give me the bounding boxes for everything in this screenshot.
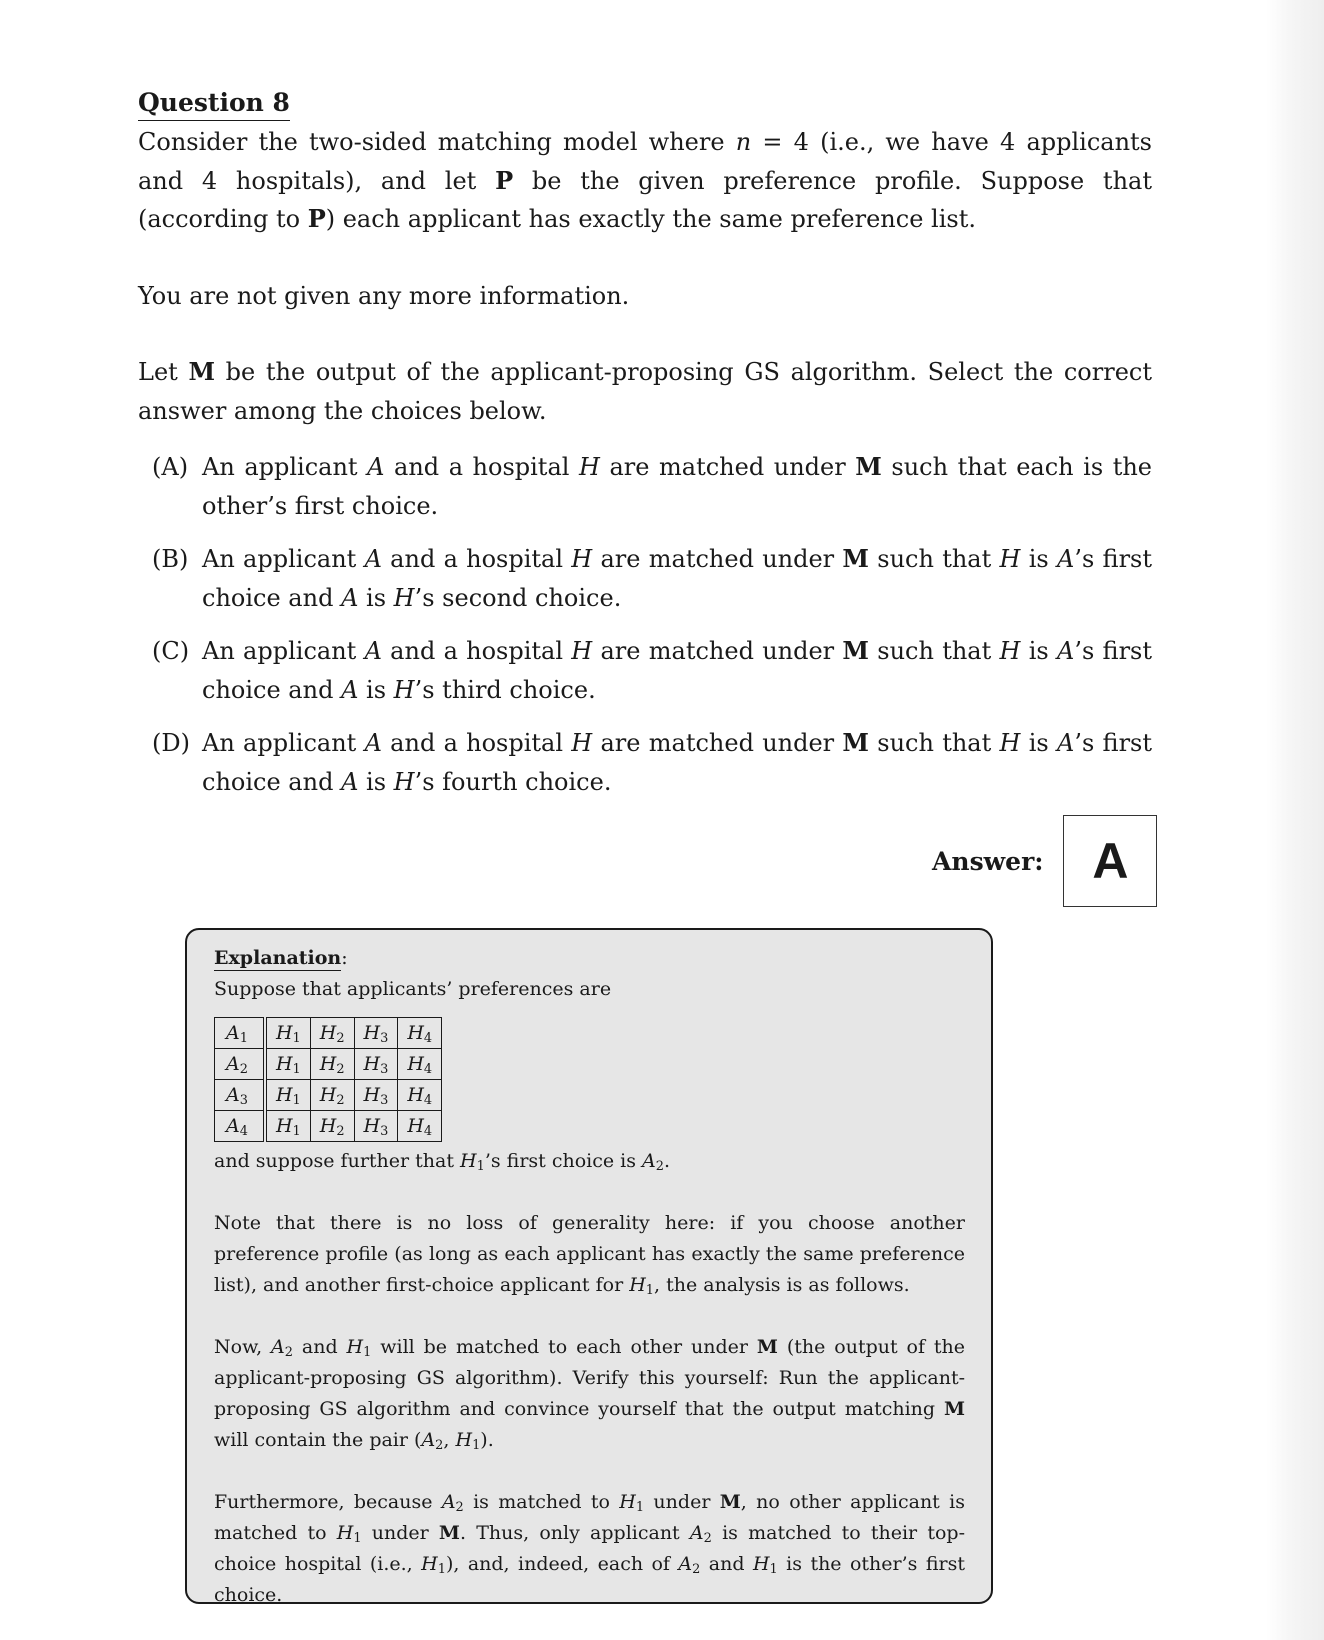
question-task: Let M be the output of the applicant-proposing GS algorithm. Select the correct answer among the choices below. — [138, 357, 1152, 425]
choice-text: An applicant A and a hospital H are matched under M such that H is A’s first choice and A is H’s third choice. — [202, 636, 1152, 704]
choice-label: (D) — [152, 729, 190, 757]
choice-list — [138, 448, 1152, 801]
choice-text: An applicant A and a hospital H are matched under M such that H is A’s first choice and A is H’s second choice. — [202, 544, 1152, 612]
choice-label: (B) — [152, 545, 189, 573]
hospital-cell: $H_1$ — [265, 1018, 310, 1049]
choice-text: An applicant A and a hospital H are matched under M such that each is the other’s first choice. — [202, 452, 1153, 520]
question-page — [138, 88, 1152, 816]
table-row — [215, 1018, 442, 1049]
hospital-cell: $H_3$ — [354, 1049, 398, 1080]
applicant-cell: $A_1$ — [215, 1018, 265, 1049]
explanation-now: Now, $A_2$ and $H_1$ will be matched to each other under M (the output of the applicant-proposing GS algorithm). Verify this yourself: Run the applicant-proposing GS algorithm and convince yourself that the output matching M will contain the pair ($A_2$, $H_1$). — [214, 1336, 966, 1454]
hospital-cell: $H_1$ — [265, 1080, 310, 1111]
explanation-note: Note that there is no loss of generality here: if you choose another preference profile (as long as each applicant has exactly the same preference list), and another first-choice applicant for $H_1$, the analysis is as follows. — [214, 1212, 965, 1299]
hospital-cell: $H_2$ — [310, 1111, 354, 1142]
page-edge-shadow — [1266, 0, 1324, 1640]
hospital-cell: $H_2$ — [310, 1018, 354, 1049]
hospital-cell: $H_4$ — [398, 1018, 442, 1049]
choice-label: (C) — [152, 637, 190, 665]
hospital-cell: $H_2$ — [310, 1049, 354, 1080]
table-row — [215, 1049, 442, 1080]
preference-table — [214, 1017, 442, 1142]
choice-b — [138, 540, 1152, 617]
applicant-cell: $A_2$ — [215, 1049, 265, 1080]
question-title: Question 8 — [138, 88, 290, 121]
question-intro: Consider the two-sided matching model where n = 4 (i.e., we have 4 applicants and 4 hospitals), and let P be the given preference profile. Suppose that (according to P) each applicant has exactly the same preference list. — [138, 128, 1152, 233]
table-row — [215, 1080, 442, 1111]
choice-a — [138, 448, 1152, 525]
answer-box: A — [1063, 815, 1157, 907]
question-no-more-info: You are not given any more information. — [138, 281, 630, 310]
explanation-after-table: and suppose further that $H_1’s$ first choice is $A_2$. — [214, 1150, 671, 1175]
choice-label: (A) — [152, 453, 189, 481]
hospital-cell: $H_4$ — [398, 1049, 442, 1080]
hospital-cell: $H_3$ — [354, 1080, 398, 1111]
choice-text: An applicant A and a hospital H are matched under M such that H is A’s first choice and A is H’s fourth choice. — [202, 728, 1152, 796]
hospital-cell: $H_3$ — [354, 1018, 398, 1049]
explanation-title-colon: : — [341, 947, 348, 969]
hospital-cell: $H_4$ — [398, 1111, 442, 1142]
hospital-cell: $H_1$ — [265, 1049, 310, 1080]
hospital-cell: $H_4$ — [398, 1080, 442, 1111]
answer-label: Answer: — [932, 846, 1044, 876]
table-row — [215, 1111, 442, 1142]
choice-d — [138, 724, 1152, 801]
hospital-cell: $H_1$ — [265, 1111, 310, 1142]
explanation-title: Explanation — [214, 947, 342, 969]
explanation-box — [185, 928, 993, 1604]
applicant-cell: $A_4$ — [215, 1111, 265, 1142]
hospital-cell: $H_2$ — [310, 1080, 354, 1111]
answer-row — [932, 815, 1157, 907]
explanation-intro: Suppose that applicants’ preferences are — [214, 978, 612, 1000]
explanation-furthermore: Furthermore, because $A_2$ is matched to $H_1$ under M, no other applicant is matched to $H_1$ under M. Thus, only applicant $A_2$ is matched to their top-choice hospital (i.e., $H_1$), and, indeed, each of $A_2$ and $H_1$ is the other’s first choice. — [214, 1491, 965, 1606]
choice-c — [138, 632, 1152, 709]
hospital-cell: $H_3$ — [354, 1111, 398, 1142]
applicant-cell: $A_3$ — [215, 1080, 265, 1111]
